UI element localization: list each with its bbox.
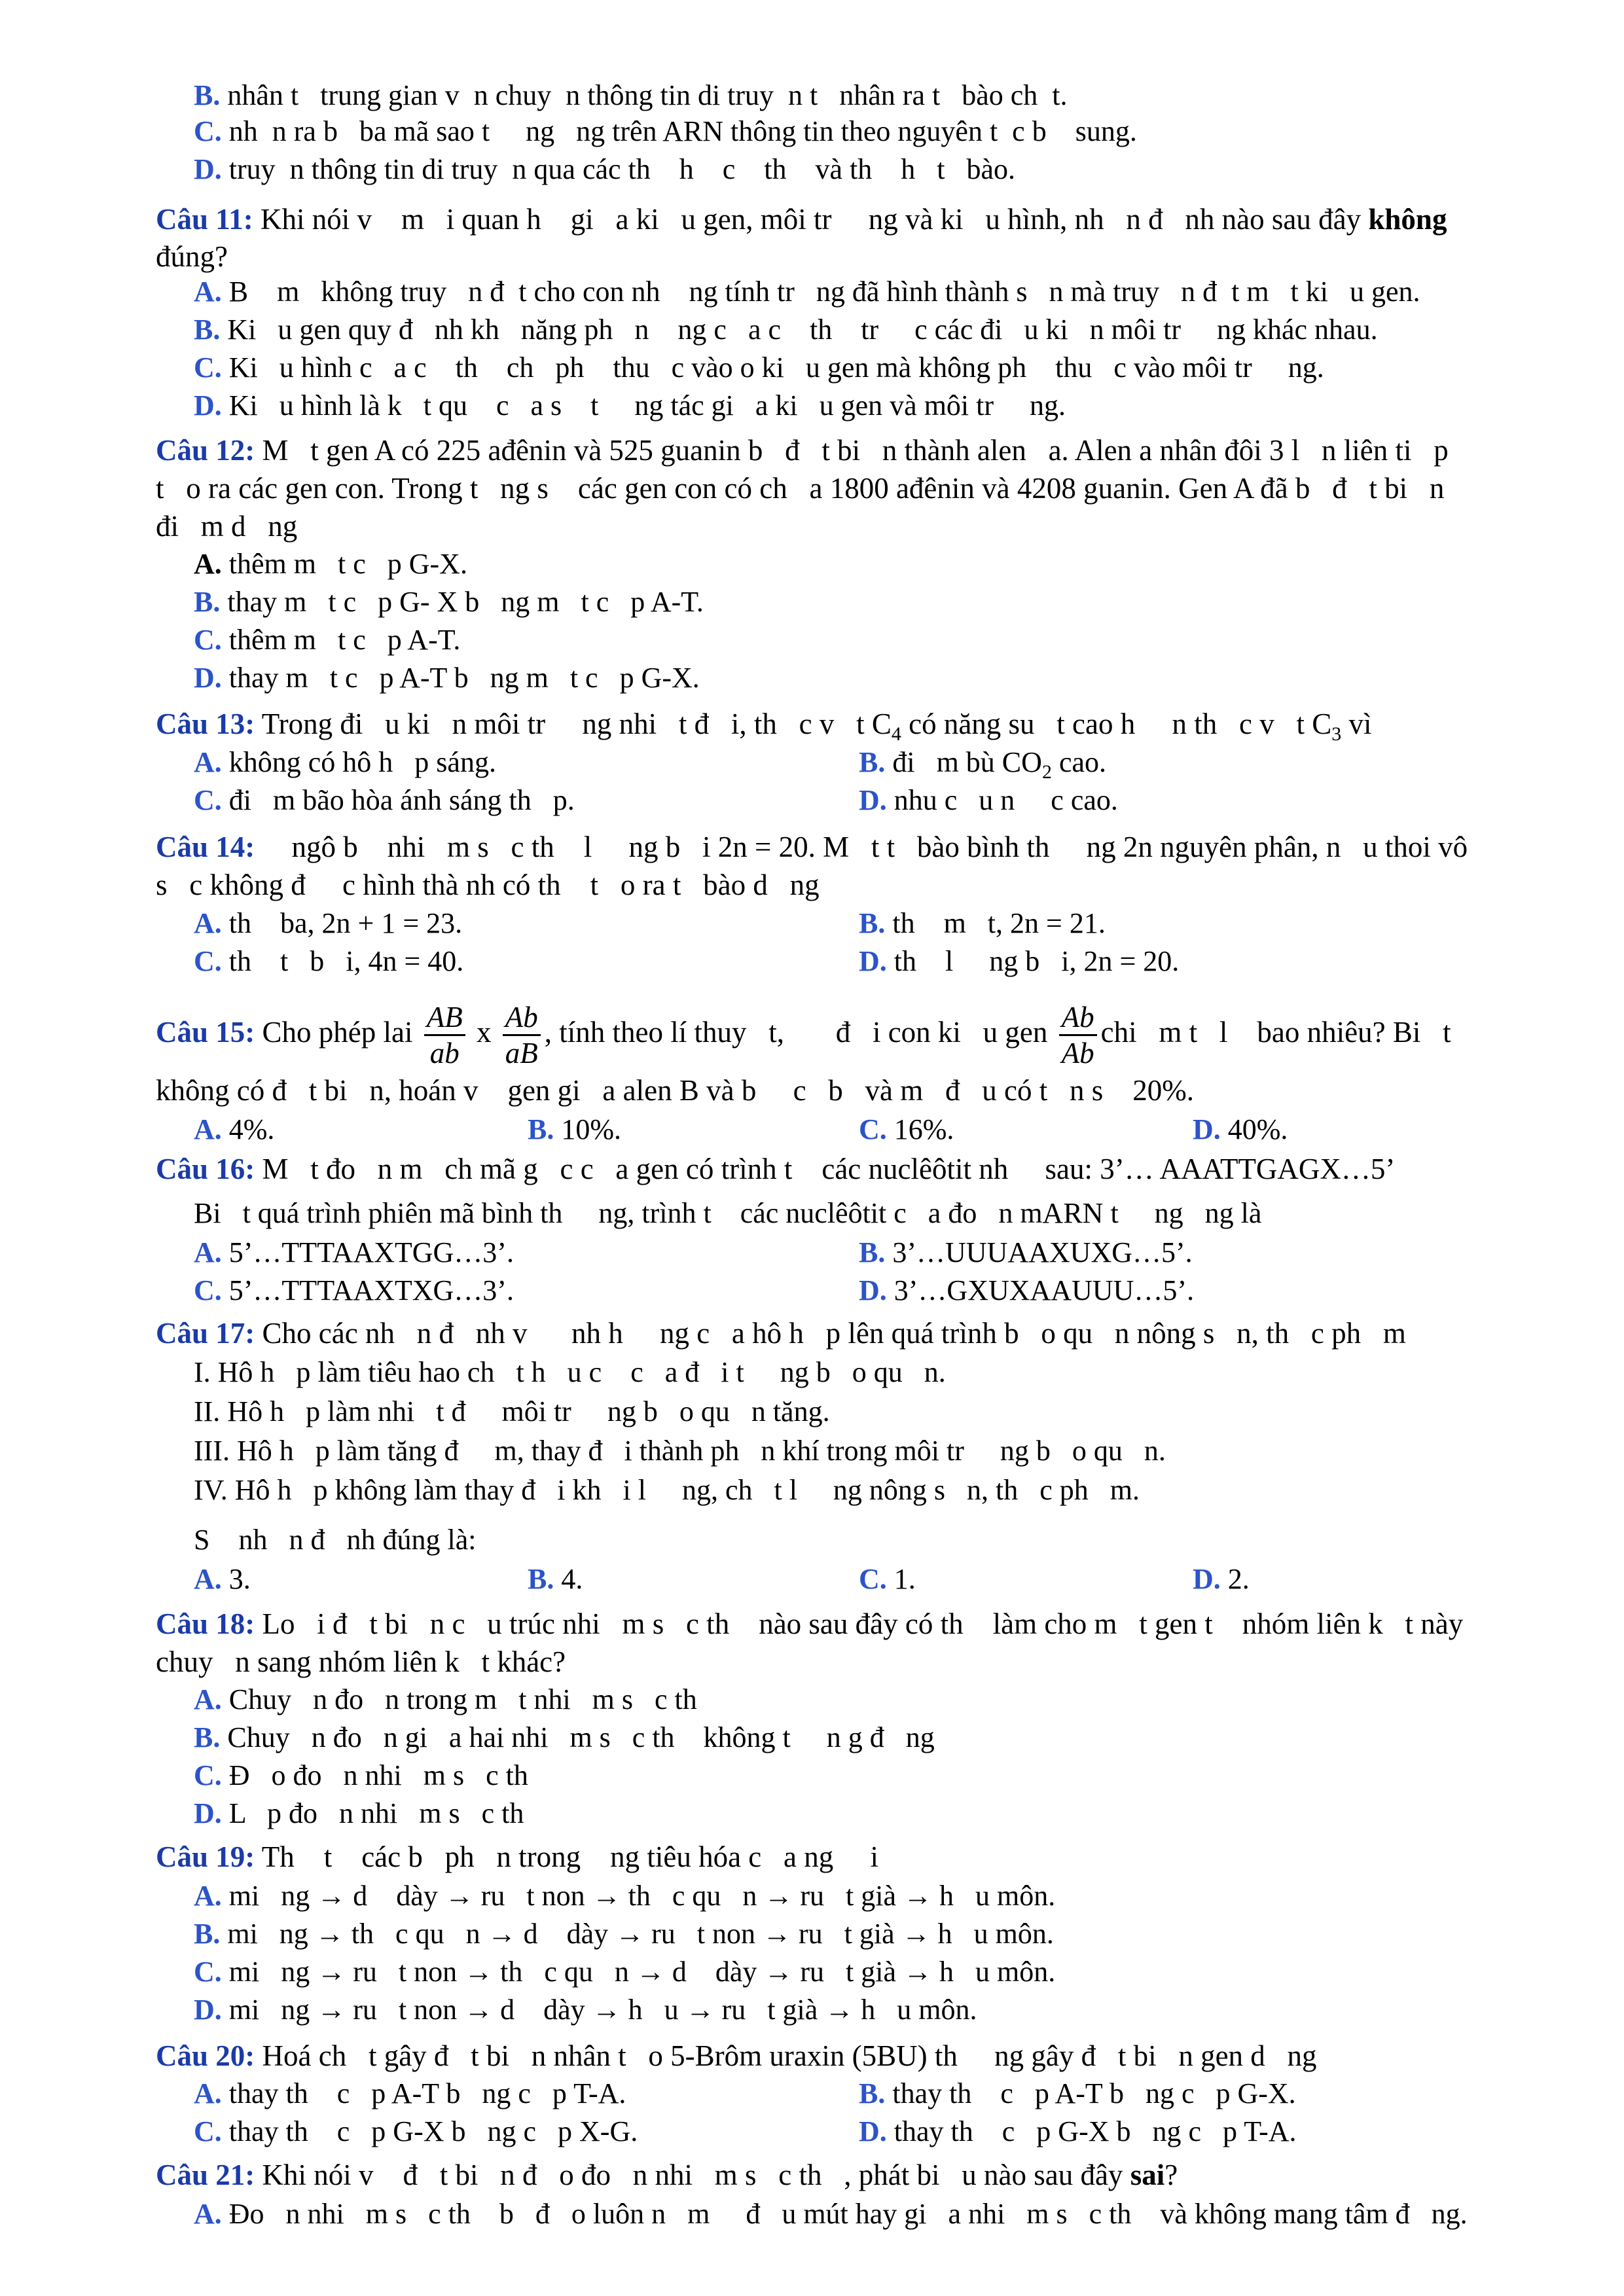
option-letter: C.	[194, 2115, 222, 2147]
option-text: thay th c p A-T b ng c p T-A.	[228, 2077, 626, 2109]
option-text: mi ng → ru t non → d dày → h u → ru t già → h u môn.	[228, 1994, 977, 2026]
option-letter: A.	[194, 548, 222, 580]
option-letter: D.	[1193, 1113, 1221, 1145]
option-text: 5’…TTTAAXTGG…3’.	[228, 1236, 514, 1268]
q15-option-b	[528, 1113, 621, 1147]
option-letter: D.	[194, 1994, 222, 2026]
option-text: thay th c p A-T b ng c p G-X.	[892, 2077, 1296, 2109]
q14-stem-line2: s c không đ c hình thà nh có th t o ra t bào d ng	[156, 869, 820, 901]
q17-statement-1: I. Hô h p làm tiêu hao ch t h u c c a đ i t ng b o qu n.	[194, 1356, 946, 1388]
option-letter: A.	[194, 1880, 222, 1912]
question-label: Câu 18:	[156, 1607, 255, 1640]
option-text: L p đo n nhi m s c th	[228, 1797, 524, 1829]
option-letter: B.	[194, 586, 221, 618]
question-label: Câu 16:	[156, 1153, 255, 1185]
question-emphasis: không	[1368, 203, 1447, 236]
option-text: Chuy n đo n trong m t nhi m s c th	[228, 1683, 697, 1715]
q10-option-b	[194, 79, 1068, 113]
q11-option-c	[194, 351, 1324, 385]
option-letter: A.	[194, 1236, 222, 1268]
option-text: Đo n nhi m s c th b đ o luôn n m đ u mút hay gi a nhi m s c th và không mang tâm đ ng.	[228, 2198, 1468, 2230]
q17-option-d	[1193, 1562, 1250, 1596]
question-label: Câu 19:	[156, 1840, 255, 1873]
option-letter: D.	[194, 662, 222, 694]
q12-stem	[156, 433, 1449, 467]
q20-stem	[156, 2039, 1317, 2073]
option-letter: C.	[859, 1563, 887, 1595]
option-text: 10%.	[561, 1113, 622, 1145]
q12-option-b	[194, 585, 704, 619]
subscript: 4	[891, 723, 901, 745]
q19-option-d	[194, 1993, 977, 2027]
question-text: Th t các b ph n trong ng tiêu hóa c a ng i	[255, 1840, 878, 1873]
option-text: 2.	[1227, 1563, 1250, 1595]
option-text: đi m bù CO	[892, 746, 1042, 778]
option-letter: D.	[859, 2115, 887, 2147]
fraction-denominator: Ab	[1061, 1037, 1094, 1070]
q12-option-c	[194, 623, 460, 657]
option-letter: A.	[194, 907, 222, 939]
q11-stem-cont: đúng?	[156, 240, 228, 273]
option-letter: A.	[194, 2077, 222, 2109]
option-text: Ki u gen quy đ nh kh năng ph n ng c a c th tr c các đi u ki n môi tr ng khác nhau.	[227, 314, 1378, 346]
option-letter: D.	[859, 1274, 887, 1306]
option-letter: D.	[194, 153, 222, 185]
option-text: thay th c p G-X b ng c p T-A.	[893, 2115, 1297, 2147]
q16-option-b	[859, 1236, 1193, 1270]
q11-stem	[156, 202, 1447, 236]
q16-option-c	[194, 1274, 514, 1308]
q14-option-c	[194, 944, 463, 978]
option-letter: A.	[194, 276, 222, 308]
question-text: ngô b nhi m s c th l ng b i 2n = 20. M t t bào bình th ng 2n nguyên phân, n u thoi vô	[255, 831, 1468, 863]
q16-stem	[156, 1152, 1395, 1186]
option-letter: B.	[528, 1563, 554, 1595]
option-letter: A.	[194, 746, 222, 778]
q19-option-a	[194, 1879, 1055, 1913]
option-text: 16%.	[893, 1113, 954, 1145]
q13-option-b	[859, 745, 1106, 789]
fraction-Ab-Ab	[1059, 1000, 1097, 1070]
option-text: th l ng b i, 2n = 20.	[893, 945, 1180, 977]
q15-stem	[156, 998, 1451, 1070]
fraction-AB-ab	[424, 1000, 465, 1070]
subscript: 2	[1041, 761, 1052, 783]
question-text: chi m t l bao nhiêu? Bi t	[1100, 1016, 1451, 1049]
fraction-numerator: Ab	[1059, 1000, 1097, 1036]
option-text: nhân t trung gian v n chuy n thông tin di truy n t nhân ra t bào ch t.	[227, 79, 1068, 111]
option-text: nh n ra b ba mã sao t ng ng trên ARN thông tin theo nguyên t c b sung.	[228, 115, 1137, 147]
q12-option-a	[194, 547, 467, 581]
q16-option-d	[859, 1274, 1194, 1308]
option-text: Chuy n đo n gi a hai nhi m s c th không t n g đ ng	[227, 1721, 935, 1753]
q18-stem-line2: chuy n sang nhóm liên k t khác?	[156, 1645, 566, 1678]
option-text: 5’…TTTAAXTXG…3’.	[228, 1274, 514, 1306]
q17-stem	[156, 1316, 1406, 1350]
option-letter: C.	[194, 1274, 222, 1306]
q15-option-a	[194, 1113, 274, 1147]
question-label: Câu 11:	[156, 203, 253, 236]
option-text: 4%.	[228, 1113, 275, 1145]
question-text: Khi nói v đ t bi n đ o đo n nhi m s c th , phát bi u nào sau đây	[255, 2159, 1130, 2191]
q13-option-d	[859, 783, 1118, 817]
option-text: 40%.	[1227, 1113, 1288, 1145]
option-letter: C.	[859, 1113, 887, 1145]
option-letter: A.	[194, 1683, 222, 1715]
option-letter: B.	[859, 907, 886, 939]
q19-option-b	[194, 1917, 1054, 1951]
question-label: Câu 21:	[156, 2159, 255, 2191]
option-letter: C.	[194, 1956, 222, 1988]
option-letter: C.	[194, 784, 222, 816]
option-letter: C.	[194, 1759, 222, 1791]
q16-option-a	[194, 1236, 514, 1270]
option-text: thêm m t c p G-X.	[228, 548, 467, 580]
q14-option-b	[859, 906, 1106, 941]
cross-symbol: x	[476, 1016, 492, 1049]
q12-stem-line3: đi m d ng	[156, 510, 298, 543]
option-text: thay th c p G-X b ng c p X-G.	[228, 2115, 638, 2147]
question-label: Câu 14:	[156, 831, 255, 863]
q15-option-c	[859, 1113, 954, 1147]
q20-option-b	[859, 2077, 1296, 2111]
fraction-numerator: Ab	[503, 1000, 541, 1036]
q17-option-a	[194, 1562, 251, 1596]
option-text: thay m t c p A-T b ng m t c p G-X.	[228, 662, 700, 694]
q19-option-c	[194, 1955, 1055, 1989]
q20-option-c	[194, 2115, 638, 2149]
option-text: nhu c u n c cao.	[893, 784, 1118, 816]
q21-option-a	[194, 2197, 1468, 2231]
fraction-Ab-aB	[503, 1000, 541, 1070]
q19-stem	[156, 1840, 878, 1874]
option-text: th ba, 2n + 1 = 23.	[228, 907, 463, 939]
question-label: Câu 13:	[156, 708, 255, 740]
option-letter: B.	[528, 1113, 554, 1145]
option-text: 1.	[893, 1563, 916, 1595]
option-letter: A.	[194, 1563, 222, 1595]
q14-stem	[156, 830, 1468, 864]
question-text: có năng su t cao h n th c v t C	[901, 708, 1332, 740]
q13-stem	[156, 707, 1372, 751]
option-letter: B.	[194, 1918, 221, 1950]
question-text: M t đo n m ch mã g c c a gen có trình t các nuclêôtit nh sau: 3’… AAATTGAGX…5’	[255, 1153, 1396, 1185]
question-text: vì	[1341, 708, 1372, 740]
option-text: Ki u hình là k t qu c a s t ng tác gi a ki u gen và môi tr ng.	[228, 389, 1066, 422]
q17-option-c	[859, 1562, 916, 1596]
option-text: không có hô h p sáng.	[228, 746, 496, 778]
option-text: thêm m t c p A-T.	[228, 624, 461, 656]
option-text: th t b i, 4n = 40.	[228, 945, 464, 977]
option-letter: D.	[194, 389, 222, 422]
fraction-numerator: AB	[424, 1000, 465, 1036]
fraction-denominator: ab	[429, 1037, 460, 1070]
q11-option-d	[194, 389, 1066, 423]
question-label: Câu 20:	[156, 2039, 255, 2072]
fraction-denominator: aB	[505, 1037, 538, 1070]
option-text: mi ng → d dày → ru t non → th c qu n → ru t già → h u môn.	[228, 1880, 1056, 1912]
option-letter: B.	[859, 1236, 886, 1268]
question-label: Câu 15:	[156, 1016, 255, 1049]
q12-option-d	[194, 661, 700, 695]
option-text: B m không truy n đ t cho con nh ng tính tr ng đã hình thành s n mà truy n đ t m t ki u gen.	[228, 276, 1420, 308]
option-letter: D.	[859, 945, 887, 977]
option-letter: C.	[194, 351, 222, 384]
q17-statement-4: IV. Hô h p không làm thay đ i kh i l ng, ch t l ng nông s n, th c ph m.	[194, 1474, 1140, 1506]
option-letter: B.	[194, 1721, 221, 1753]
q17-statement-2: II. Hô h p làm nhi t đ môi tr ng b o qu n tăng.	[194, 1395, 830, 1427]
q13-option-c	[194, 783, 575, 817]
q10-option-c	[194, 115, 1137, 149]
option-letter: B.	[859, 746, 886, 778]
option-text: 4.	[561, 1563, 583, 1595]
option-text: đi m bão hòa ánh sáng th p.	[228, 784, 575, 816]
option-letter: D.	[859, 784, 887, 816]
option-letter: A.	[194, 1113, 222, 1145]
subscript: 3	[1331, 723, 1342, 745]
option-text: 3.	[228, 1563, 251, 1595]
q17-option-b	[528, 1562, 583, 1596]
option-text: th m t, 2n = 21.	[892, 907, 1106, 939]
option-text: 3’…UUUAAXUXG…5’.	[892, 1236, 1193, 1268]
option-letter: A.	[194, 2198, 222, 2230]
option-letter: C.	[194, 624, 222, 656]
q13-option-a	[194, 745, 496, 780]
option-text: Đ o đo n nhi m s c th	[228, 1759, 528, 1791]
option-letter: C.	[194, 115, 222, 147]
option-letter: C.	[194, 945, 222, 977]
question-text: Lo i đ t bi n c u trúc nhi m s c th nào sau đây có th làm cho m t gen t nhóm liên k t này	[255, 1607, 1464, 1640]
option-text: Ki u hình c a c th ch ph thu c vào o ki u gen mà không ph thu c vào môi tr ng.	[228, 351, 1324, 384]
q20-option-d	[859, 2115, 1297, 2149]
option-text: 3’…GXUXAAUUU…5’.	[893, 1274, 1195, 1306]
q17-count-prompt: S nh n đ nh đúng là:	[194, 1524, 477, 1556]
question-text: M t gen A có 225 ađênin và 525 guanin b đ t bi n thành alen a. Alen a nhân đôi 3 l n liên ti p	[255, 434, 1449, 467]
option-letter: B.	[859, 2077, 886, 2109]
question-label: Câu 17:	[156, 1317, 255, 1350]
question-emphasis: sai	[1130, 2159, 1165, 2191]
option-letter: B.	[194, 314, 221, 346]
q12-stem-line2: t o ra các gen con. Trong t ng s các gen con có ch a 1800 ađênin và 4208 guanin. Gen A đã b đ t bi n	[156, 472, 1445, 505]
option-letter: B.	[194, 79, 221, 111]
q14-option-a	[194, 906, 462, 941]
q16-stem-line2: Bi t quá trình phiên mã bình th ng, trình t các nuclêôtit c a đo n mARN t ng ng là	[194, 1197, 1262, 1229]
q11-option-a	[194, 275, 1420, 309]
q15-stem-line2: không có đ t bi n, hoán v gen gi a alen B và b c b và m đ u có t n s 20%.	[156, 1074, 1195, 1107]
q18-option-a	[194, 1683, 697, 1717]
question-text: Hoá ch t gây đ t bi n nhân t o 5-Brôm uraxin (5BU) th ng gây đ t bi n gen d ng	[255, 2039, 1317, 2072]
option-text: truy n thông tin di truy n qua các th h c th và th h t bào.	[228, 153, 1016, 185]
q18-option-b	[194, 1721, 935, 1755]
option-text: mi ng → th c qu n → d dày → ru t non → ru t già → h u môn.	[227, 1918, 1054, 1950]
question-text: ?	[1164, 2159, 1178, 2191]
q18-stem	[156, 1607, 1463, 1641]
option-text: cao.	[1051, 746, 1106, 778]
q18-option-c	[194, 1759, 528, 1793]
q14-option-d	[859, 944, 1179, 978]
q20-option-a	[194, 2077, 626, 2111]
question-label: Câu 12:	[156, 434, 255, 467]
q21-stem	[156, 2158, 1178, 2192]
option-text: thay m t c p G- X b ng m t c p A-T.	[227, 586, 704, 618]
q10-option-d	[194, 152, 1015, 187]
option-letter: D.	[1193, 1563, 1221, 1595]
option-text: mi ng → ru t non → th c qu n → d dày → ru t già → h u môn.	[228, 1956, 1056, 1988]
question-text: Khi nói v m i quan h gi a ki u gen, môi tr ng và ki u hình, nh n đ nh nào sau đây	[253, 203, 1369, 236]
q18-option-d	[194, 1797, 524, 1831]
question-text: Cho các nh n đ nh v nh h ng c a hô h p lên quá trình b o qu n nông s n, th c ph m	[255, 1317, 1406, 1350]
q11-option-b	[194, 313, 1378, 347]
option-letter: D.	[194, 1797, 222, 1829]
question-text: Cho phép lai	[255, 1016, 413, 1049]
question-text: , tính theo lí thuy t, đ i con ki u gen	[544, 1016, 1048, 1049]
q15-option-d	[1193, 1113, 1288, 1147]
q17-statement-3: III. Hô h p làm tăng đ m, thay đ i thành ph n khí trong môi tr ng b o qu n.	[194, 1435, 1166, 1467]
question-text: Trong đi u ki n môi tr ng nhi t đ i, th c v t C	[255, 708, 892, 740]
